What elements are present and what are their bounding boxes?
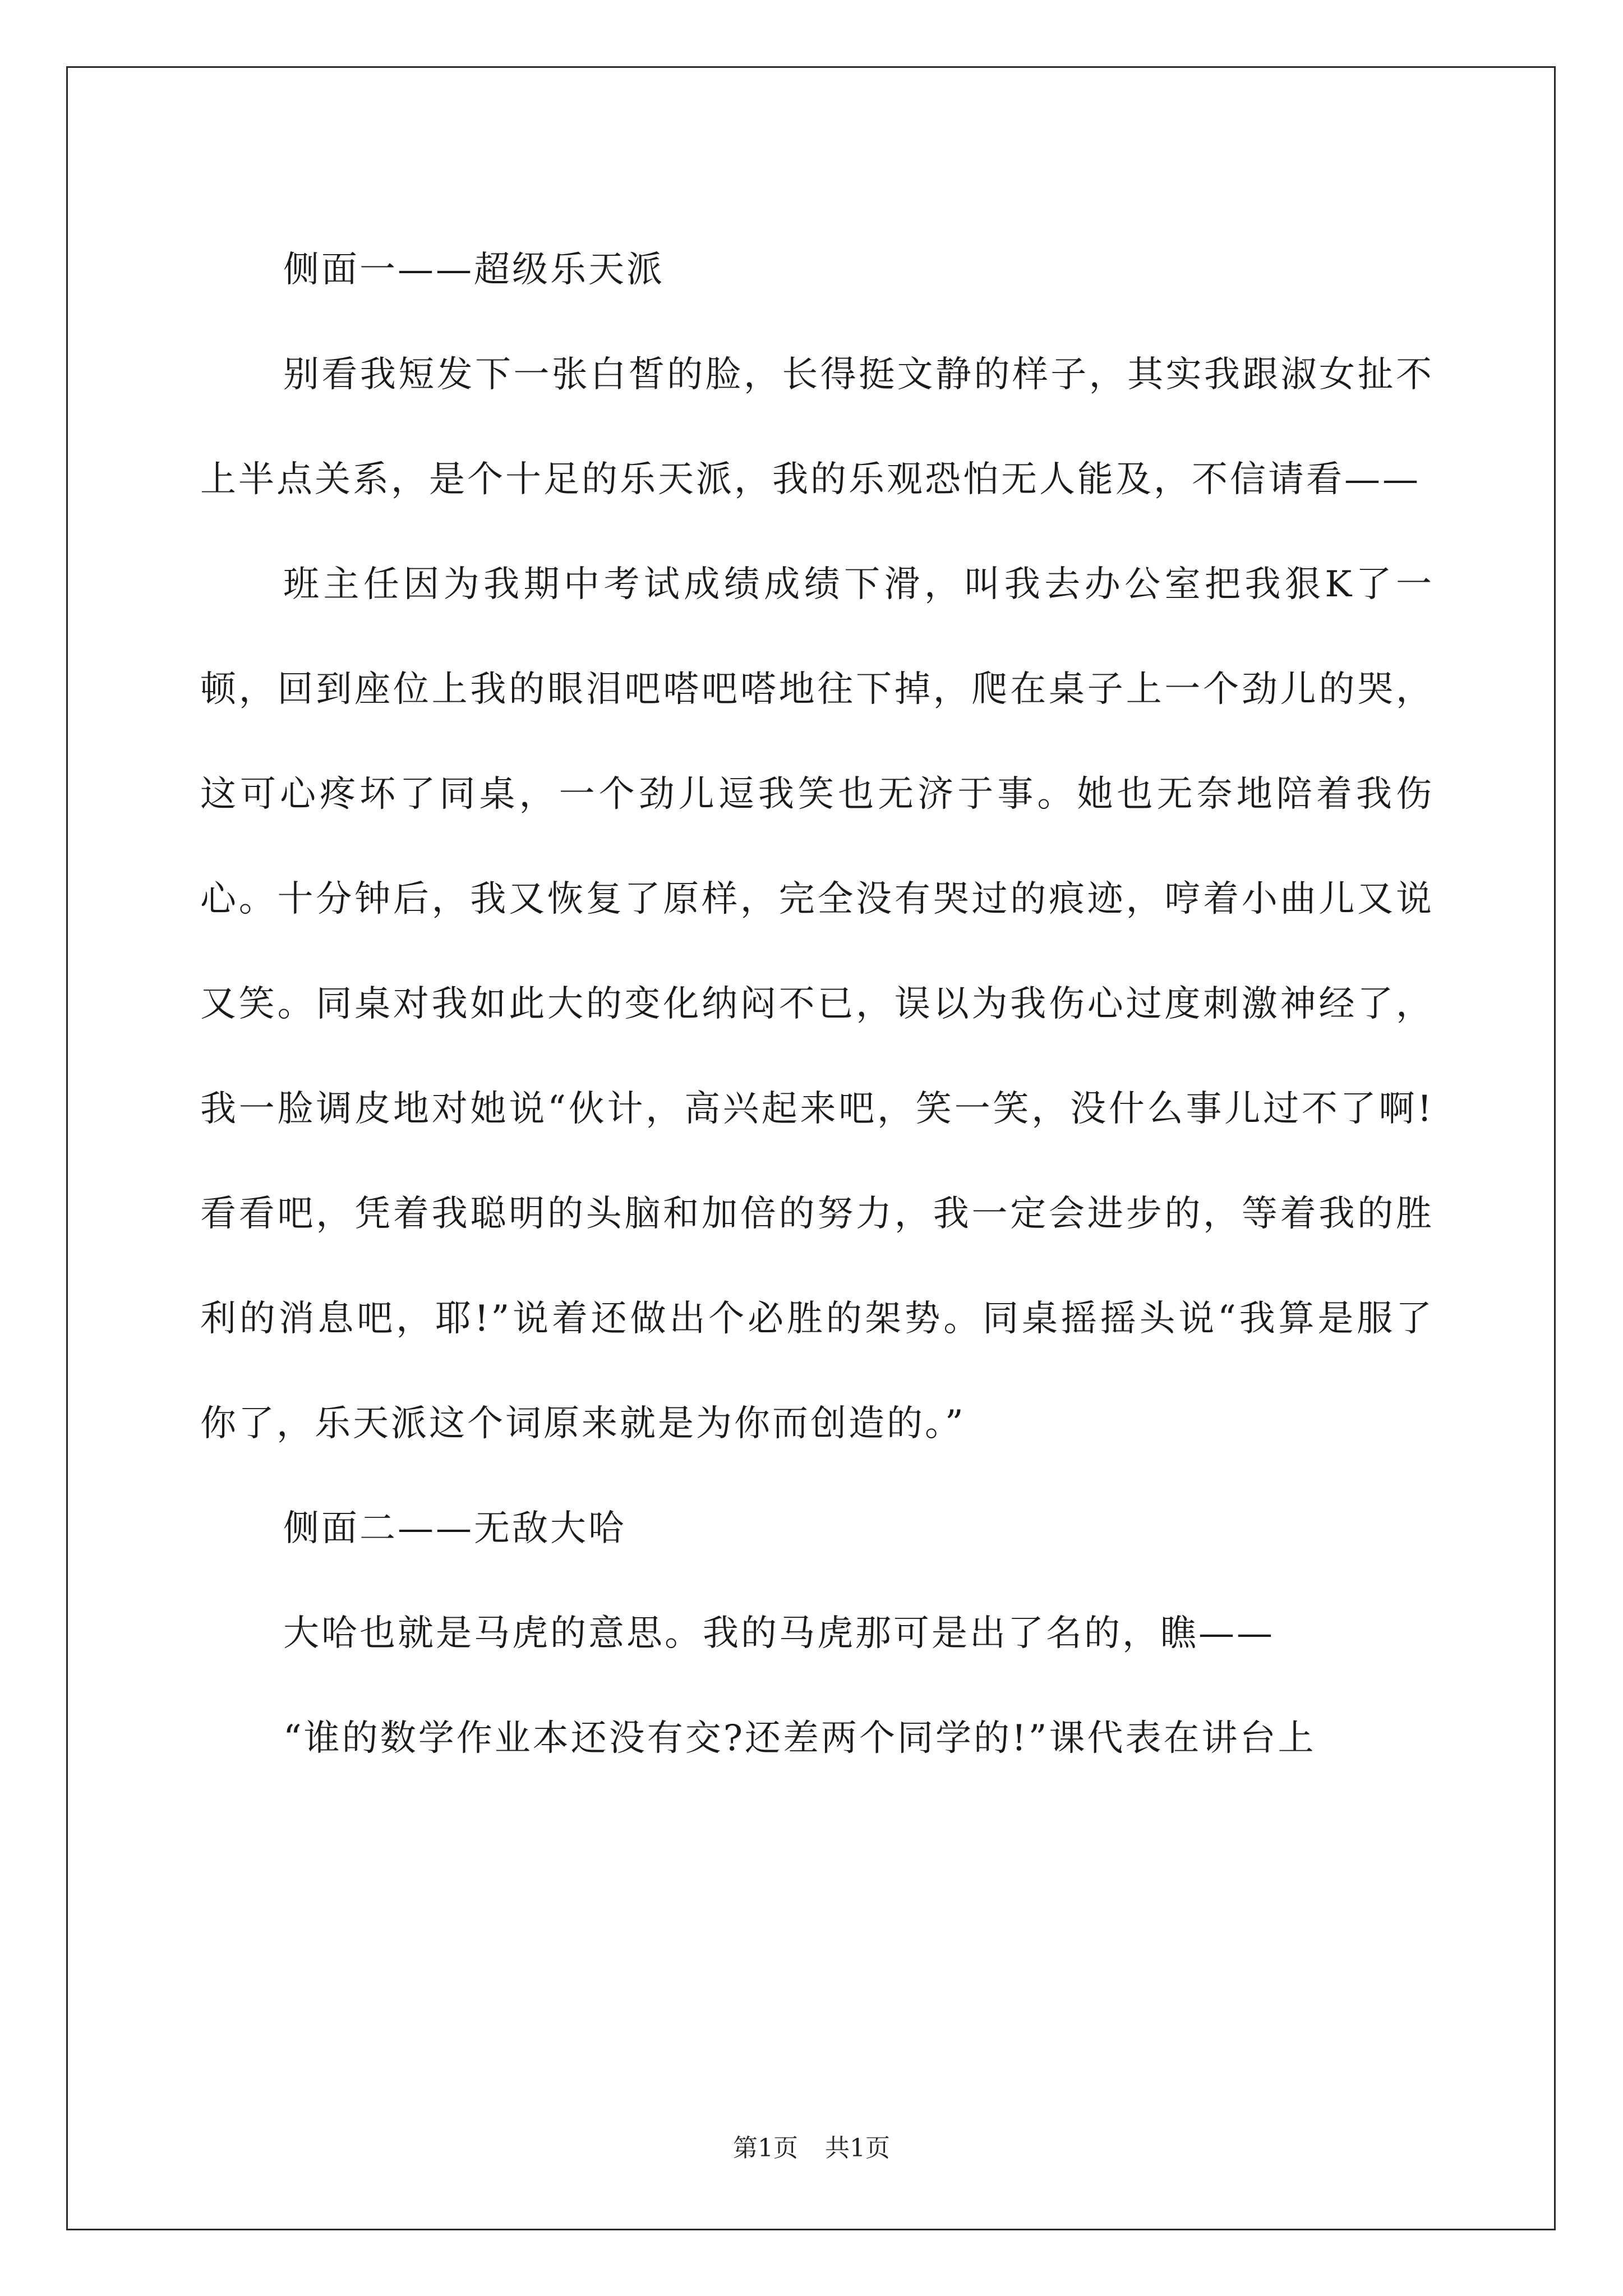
paragraph-4: “谁的数学作业本还没有交?还差两个同学的!”课代表在讲台上: [283, 1718, 1316, 1759]
section-heading-2: 侧面二——无敌大哈: [283, 1508, 626, 1549]
page-number: 第1页: [733, 2134, 798, 2162]
page-footer: [0, 2132, 1623, 2165]
paragraph-1: 别看我短发下一张白皙的脸，长得挺文静的样子，其实我跟淑女扯不上半点关系，是个十足的乐天派，我的乐观恐怕无人能及，不信请看——: [200, 354, 1434, 500]
document-body: [200, 218, 1434, 1791]
page-total: 共1页: [825, 2134, 890, 2162]
paragraph-3: 大哈也就是马虎的意思。我的马虎那可是出了名的，瞧——: [283, 1613, 1275, 1654]
paragraph-2: 班主任因为我期中考试成绩成绩下滑，叫我去办公室把我狠K了一顿，回到座位上我的眼泪吧嗒吧嗒地往下掉，爬在桌子上一个劲儿的哭，这可心疼坏了同桌，一个劲儿逗我笑也无济于事。她也无奈地陪着我伤心。十分钟后，我又恢复了原样，完全没有哭过的痕迹，哼着小曲儿又说又笑。同桌对我如此大的变化纳闷不已，误以为我伤心过度刺激神经了，我一脸调皮地对她说“伙计，高兴起来吧，笑一笑，没什么事儿过不了啊!看看吧，凭着我聪明的头脑和加倍的努力，我一定会进步的，等着我的胜利的消息吧，耶!”说着还做出个必胜的架势。同桌摇摇头说“我算是服了你了，乐天派这个词原来就是为你而创造的。”: [200, 564, 1434, 1444]
section-heading-1: 侧面一——超级乐天派: [283, 249, 665, 291]
